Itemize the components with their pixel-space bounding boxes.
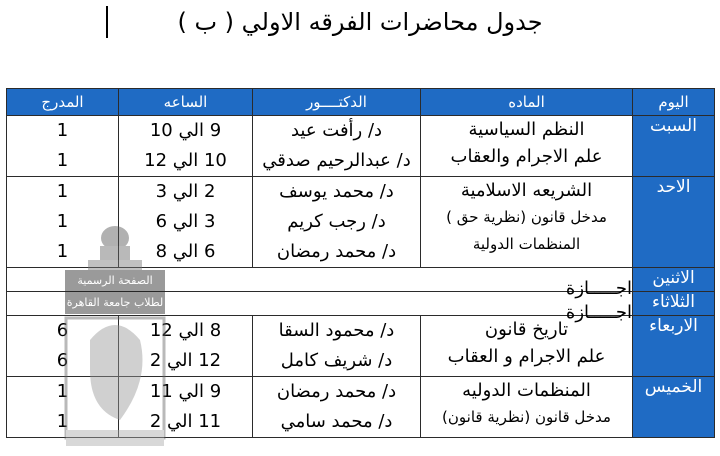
hall-text: 1: [56, 120, 69, 141]
doctor-text: د/ رجب كريم: [287, 211, 386, 232]
subject-cell: [421, 377, 633, 438]
watermark-line1: الصفحة الرسمية: [65, 270, 165, 292]
subject-text: المنظمات الدولية: [472, 235, 581, 253]
building-icon: [60, 220, 170, 452]
subject-text: النظم السياسية: [468, 119, 585, 140]
header-subject: الماده: [421, 89, 633, 116]
time-text: 10 الي 12: [144, 150, 227, 171]
hall-text: 1: [56, 181, 69, 202]
page-title: جدول محاضرات الفرقه الاولي ( ب ): [177, 8, 543, 36]
header-row: [7, 89, 715, 116]
watermark-logo: [60, 220, 170, 452]
subject-text: مدخل قانون (نظرية قانون): [442, 408, 611, 426]
subject-text: علم الاجرام و العقاب: [447, 346, 606, 367]
hall-text: 1: [56, 411, 69, 432]
table-row-saturday: [7, 116, 715, 177]
doctor-text: د/ محمود السقا: [278, 320, 395, 341]
time-cell: [119, 116, 253, 177]
day-cell: الخميس: [633, 377, 715, 438]
watermark-line2: لطلاب جامعة القاهرة: [65, 292, 165, 314]
day-cell: الاثنين: [633, 268, 715, 292]
hall-text: 6: [56, 350, 69, 371]
header-hall: المدرج: [7, 89, 119, 116]
day-cell: الثلاثاء: [633, 292, 715, 316]
time-text: 2 الي 3: [155, 181, 216, 202]
holiday-text: اجـــــازة: [565, 302, 632, 323]
day-cell: السبت: [633, 116, 715, 177]
day-cell: الاربعاء: [633, 316, 715, 377]
time-text: 12 الي 2: [149, 350, 222, 371]
doctor-text: د/ محمد سامي: [280, 411, 393, 432]
doctor-text: د/ عبدالرحيم صدقي: [262, 150, 411, 171]
header-time: الساعه: [119, 89, 253, 116]
time-text: 3 الي 6: [155, 211, 216, 232]
header-day: اليوم: [633, 89, 715, 116]
hall-text: 1: [56, 241, 69, 262]
subject-text: مدخل قانون (نظرية حق ): [446, 208, 607, 226]
doctor-cell: [253, 116, 421, 177]
doctor-text: د/ محمد رمضان: [276, 381, 397, 402]
doctor-cell: [253, 177, 421, 268]
hall-text: 1: [56, 381, 69, 402]
time-text: 9 الي 11: [149, 381, 222, 402]
time-text: 6 الي 8: [155, 241, 216, 262]
doctor-cell: [253, 377, 421, 438]
time-text: 8 الي 12: [149, 320, 222, 341]
doctor-text: د/ شريف كامل: [280, 350, 393, 371]
doctor-cell: [253, 316, 421, 377]
subject-text: تاريخ قانون: [484, 319, 569, 340]
subject-cell: [421, 316, 633, 377]
holiday-text: اجـــــازة: [565, 278, 632, 299]
text-cursor: [106, 6, 108, 38]
hall-text: 6: [56, 320, 69, 341]
doctor-text: د/ محمد رمضان: [276, 241, 397, 262]
header-doctor: الدكتــــور: [253, 89, 421, 116]
time-text: 11 الي 2: [149, 411, 222, 432]
subject-text: علم الاجرام والعقاب: [450, 146, 603, 167]
day-cell: الاحد: [633, 177, 715, 268]
time-text: 9 الي 10: [149, 120, 222, 141]
subject-cell: [421, 177, 633, 268]
doctor-text: د/ رأفت عيد: [290, 120, 383, 141]
doctor-text: د/ محمد يوسف: [279, 181, 394, 202]
subject-text: الشريعه الاسلامية: [460, 180, 593, 201]
hall-cell: [7, 116, 119, 177]
hall-text: 1: [56, 150, 69, 171]
subject-cell: [421, 116, 633, 177]
subject-text: المنظمات الدوليه: [462, 380, 591, 401]
hall-text: 1: [56, 211, 69, 232]
